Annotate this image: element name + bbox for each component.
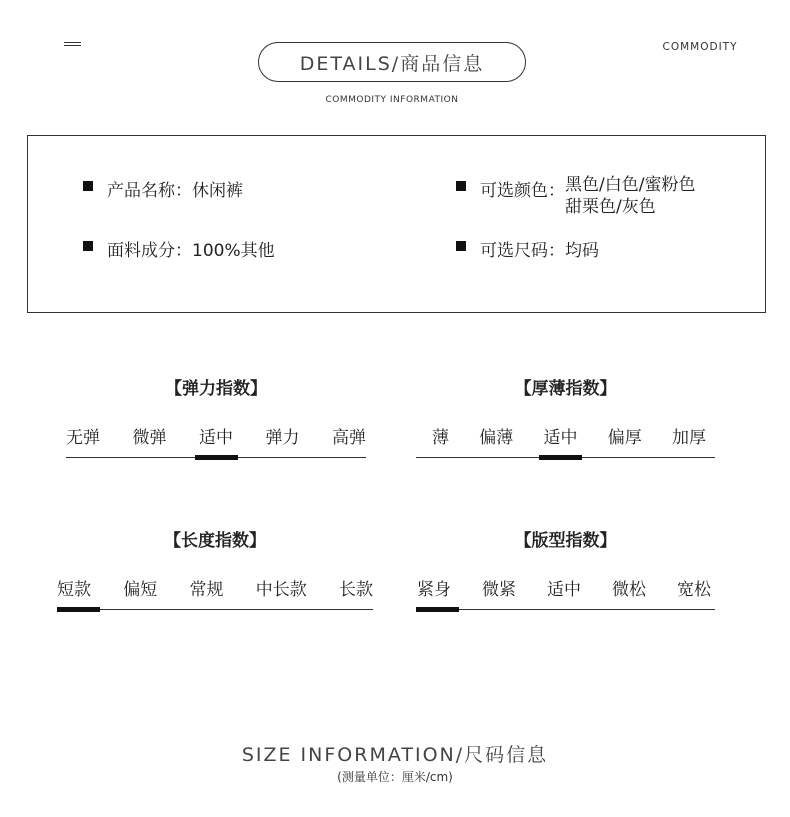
scale-option: 偏薄 <box>479 428 514 448</box>
scale-option: 无弹 <box>66 428 100 448</box>
thickness-scale <box>416 374 715 448</box>
fit-options <box>416 575 715 600</box>
colors-value-line2: 甜栗色/灰色 <box>565 197 656 217</box>
length-selected-marker <box>57 607 100 612</box>
material-item <box>83 236 275 261</box>
scale-option: 中长款 <box>255 580 307 600</box>
colors-label: 可选颜色： <box>480 181 565 201</box>
details-title-pill <box>258 42 526 82</box>
scale-option: 常规 <box>189 580 224 600</box>
fit-title: 【版型指数】 <box>514 531 617 551</box>
scale-option: 适中 <box>547 580 581 600</box>
commodity-corner-label: COMMODITY <box>662 41 738 53</box>
product-name-item <box>83 176 243 201</box>
scale-option: 弹力 <box>265 428 300 448</box>
fit-selected-marker <box>416 607 459 612</box>
scale-option: 短款 <box>57 580 91 600</box>
fit-scale <box>416 526 715 600</box>
colors-value-line1: 黑色/白色/蜜粉色 <box>565 175 696 195</box>
material-value: 100%其他 <box>192 241 275 261</box>
size-value: 均码 <box>565 241 599 261</box>
elasticity-options <box>66 423 366 448</box>
details-subtitle: COMMODITY INFORMATION <box>325 95 459 105</box>
length-options <box>57 575 373 600</box>
product-name-value: 休闲裤 <box>192 181 243 201</box>
bullet-square-icon <box>456 241 466 251</box>
menu-icon[interactable] <box>64 42 81 48</box>
scale-option: 偏短 <box>123 580 158 600</box>
scale-option: 偏厚 <box>607 428 642 448</box>
scale-option: 微弹 <box>132 428 167 448</box>
thickness-selected-marker <box>539 455 582 460</box>
scale-option: 加厚 <box>672 428 706 448</box>
bullet-square-icon <box>83 181 93 191</box>
scale-option: 适中 <box>199 428 233 448</box>
thickness-title: 【厚薄指数】 <box>514 379 617 399</box>
length-title: 【长度指数】 <box>164 531 266 551</box>
bullet-square-icon <box>83 241 93 251</box>
material-label: 面料成分： <box>107 241 192 261</box>
scale-option: 微紧 <box>482 580 516 600</box>
scale-option: 适中 <box>543 428 578 448</box>
scale-option: 长款 <box>339 580 373 600</box>
fit-line <box>416 609 715 610</box>
size-item <box>456 236 599 261</box>
length-line <box>57 609 373 610</box>
colors-item <box>456 176 695 218</box>
scale-option: 微松 <box>612 580 646 600</box>
scale-option: 薄 <box>432 428 449 448</box>
product-name-label: 产品名称： <box>107 181 192 201</box>
thickness-options <box>416 423 715 448</box>
size-label: 可选尺码： <box>480 241 565 261</box>
elasticity-scale <box>66 374 366 448</box>
product-info-box <box>27 135 766 313</box>
bullet-square-icon <box>456 181 466 191</box>
size-unit-note: (测量单位：厘米/cm) <box>337 770 453 784</box>
details-title: DETAILS/商品信息 <box>299 52 485 75</box>
length-scale <box>57 526 373 600</box>
elasticity-selected-marker <box>195 455 238 460</box>
scale-option: 紧身 <box>417 580 451 600</box>
elasticity-title: 【弹力指数】 <box>165 379 267 399</box>
scale-option: 高弹 <box>332 428 366 448</box>
size-information-title: SIZE INFORMATION/尺码信息 <box>241 744 549 766</box>
scale-option: 宽松 <box>677 580 711 600</box>
